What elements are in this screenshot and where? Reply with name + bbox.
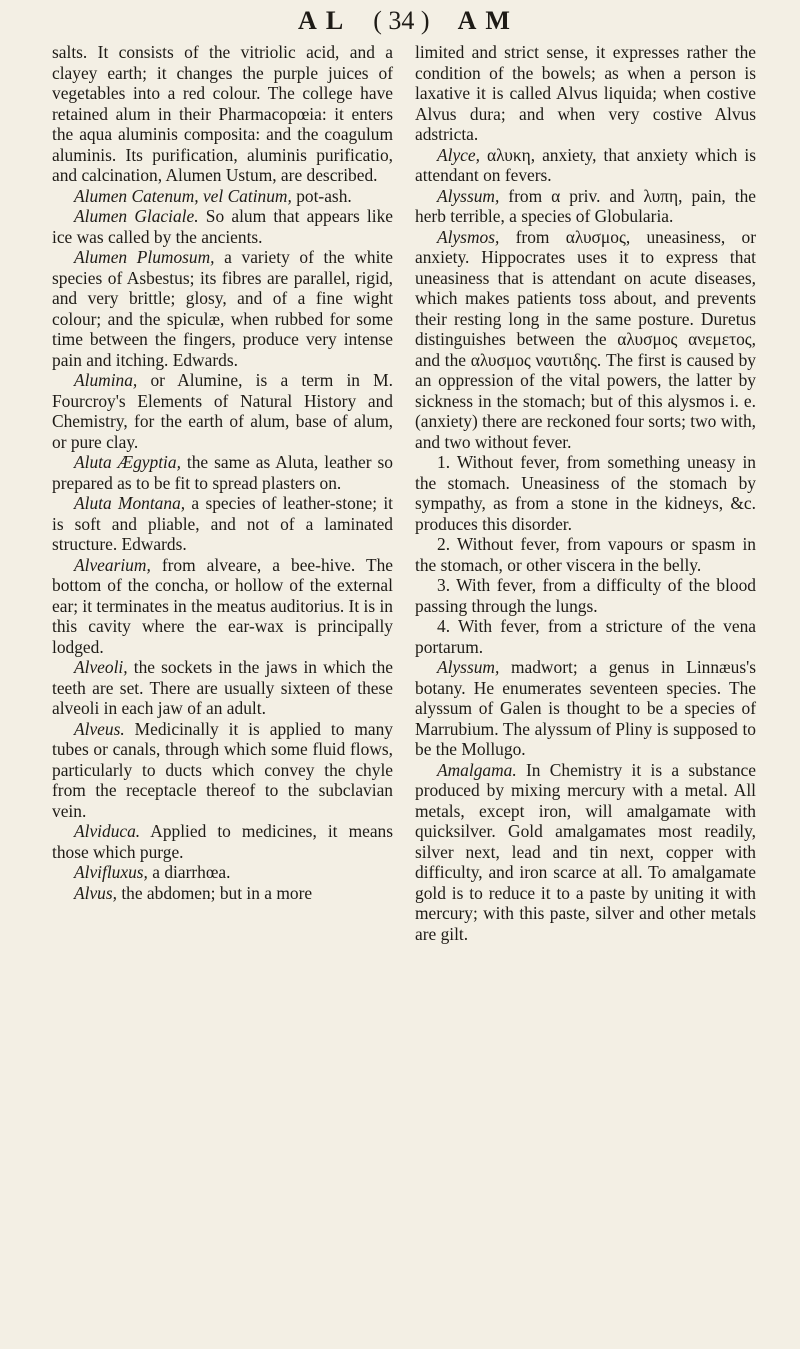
dictionary-entry — [52, 493, 393, 555]
entry-text: from α priv. and λυπη, pain, the herb terrible, a species of Globularia. — [415, 185, 756, 226]
entry-term: Alumen Plumosum, — [74, 247, 215, 267]
entry-text: a species of leather-stone; it is soft and pliable, and not of a laminated structure. Edwards. — [52, 493, 393, 554]
entry-text: αλυκη, anxiety, that anxiety which is attendant on fevers. — [415, 144, 756, 185]
entry-text: the sockets in the jaws in which the teeth are set. There are usually sixteen of these alveoli in each jaw of an adult. — [52, 657, 393, 718]
right-column — [415, 42, 756, 944]
text-columns — [52, 42, 758, 944]
dictionary-entry — [415, 575, 756, 616]
dictionary-entry — [52, 42, 393, 186]
dictionary-entry — [415, 186, 756, 227]
entry-text: a variety of the white species of Asbestus; its fibres are parallel, rigid, and very brittle; glosy, and of a fine wight colour; and the spiculæ, when rubbed for some time between the fingers, produce very intense pain and itching. Edwards. — [52, 247, 394, 370]
dictionary-entry — [52, 821, 393, 862]
entry-text: 2. Without fever, from vapours or spasm in the stomach, or other viscera in the belly. — [415, 534, 756, 575]
dictionary-entry — [52, 657, 393, 719]
entry-term: Alveoli, — [74, 657, 128, 677]
entry-text: 4. With fever, from a stricture of the vena portarum. — [415, 616, 756, 657]
entry-text: a diarrhœa. — [147, 862, 231, 882]
entry-term: Alyssum, — [437, 657, 500, 677]
entry-text: 3. With fever, from a difficulty of the blood passing through the lungs. — [415, 575, 756, 616]
left-column — [52, 42, 393, 944]
dictionary-entry — [52, 862, 393, 883]
entry-term: Alvus, — [74, 882, 117, 903]
dictionary-entry — [415, 616, 756, 657]
dictionary-entry — [52, 206, 393, 247]
dictionary-entry — [52, 370, 393, 452]
entry-text: 1. Without fever, from something uneasy in the stomach. Uneasiness of the stomach by sympathy, as from a stone in the kidneys, &c. produces this disorder. — [415, 452, 756, 534]
dictionary-entry — [52, 555, 393, 658]
entry-term: Alvifluxus, — [74, 862, 148, 882]
entry-term: Alvearium, — [74, 554, 151, 575]
entry-text: pot-ash. — [291, 185, 352, 206]
entry-term: Alyssum, — [437, 185, 500, 206]
entry-text: So alum that appears like ice was called by the ancients. — [52, 206, 393, 247]
entry-term: Aluta Montana, — [74, 493, 186, 513]
dictionary-entry — [52, 883, 393, 904]
entry-text: or Alumine, is a term in M. Fourcroy's Elements of Natural History and Chemistry, for the earth of alum, base of alum, or pure clay. — [52, 370, 393, 452]
header-right: A M — [457, 6, 512, 35]
dictionary-entry — [415, 657, 756, 760]
entry-term: Alumen Glaciale. — [74, 206, 199, 226]
running-header — [52, 6, 758, 42]
entry-text: the same as Aluta, leather so prepared as to be fit to spread plasters on. — [52, 452, 393, 493]
entry-term: Alumen Catenum, vel Catinum, — [74, 185, 292, 206]
entry-text: In Chemistry it is a substance produced by mixing mercury with a metal. All metals, except iron, will amalgamate with quicksilver. Gold amalgamates most readily, silver next, lead and tin next, copper with difficulty, and iron scarce at all. To amalgamate gold is to reduce it to a paste by uniting it with mercury; with this paste, silver and other metals are gilt. — [415, 759, 756, 944]
page-number: ( 34 ) — [373, 6, 430, 35]
dictionary-entry — [52, 452, 393, 493]
entry-text: Medicinally it is applied to many tubes or canals, through which some fluid flows, particularly to ducts which convey the chyle from the receptacle thereof to the subclavian vein. — [52, 718, 393, 821]
entry-text: from αλυσμος, uneasiness, or anxiety. Hippocrates uses it to express that uneasiness that is attendant on acute diseases, which makes patients toss about, and prevents their resting long in the same posture. Duretus distinguishes between the αλυσμος ανεμετος, and the αλυσμος ναυτιδης. The first is caused by an oppression of the vital powers, the latter by sickness in the stomach; but of this alysmos i. e. (anxiety) there are reckoned four sorts; two with, and two without fever. — [415, 226, 756, 452]
entry-text: limited and strict sense, it expresses rather the condition of the bowels; as when a person is laxative it is called Alvus liquida; when costive Alvus dura; and when very costive Alvus adstricta. — [415, 42, 756, 144]
entry-term: Alysmos, — [437, 226, 500, 247]
dictionary-entry — [415, 452, 756, 534]
entry-text: from alveare, a bee-hive. The bottom of the concha, or hollow of the external ear; it terminates in the meatus auditorius. It is in this cavity where the ear-wax is principally lodged. — [52, 554, 393, 657]
dictionary-entry — [52, 247, 393, 370]
entry-term: Alumina, — [74, 370, 138, 390]
entry-text: Applied to medicines, it means those which purge. — [52, 821, 393, 862]
entry-text: the abdomen; but in a more — [116, 882, 313, 903]
entry-term: Alviduca. — [74, 821, 141, 841]
dictionary-entry — [415, 227, 756, 453]
dictionary-entry — [415, 534, 756, 575]
entry-term: Amalgama. — [437, 759, 517, 780]
entry-text: madwort; a genus in Linnæus's botany. He enumerates seventeen species. The alyssum of Galen is thought to be a species of Marrubium. The alyssum of Pliny is supposed to be the Mollugo. — [415, 657, 756, 759]
dictionary-entry — [52, 186, 393, 207]
header-left: A L — [298, 6, 346, 35]
dictionary-entry — [415, 145, 756, 186]
entry-text: salts. It consists of the vitriolic acid, and a clayey earth; it changes the purple juices of vegetables into a red colour. The college have retained alum in their Pharmacopœia: it enters the aqua aluminis composita: and the coagulum aluminis. Its purification, aluminis purificatio, and calcination, Alumen Ustum, are described. — [52, 42, 393, 185]
dictionary-entry — [52, 719, 393, 822]
entry-term: Alyce, — [437, 144, 480, 165]
entry-term: Aluta Ægyptia, — [74, 452, 181, 472]
dictionary-entry — [415, 42, 756, 145]
dictionary-entry — [415, 760, 756, 945]
entry-term: Alveus. — [74, 718, 125, 739]
